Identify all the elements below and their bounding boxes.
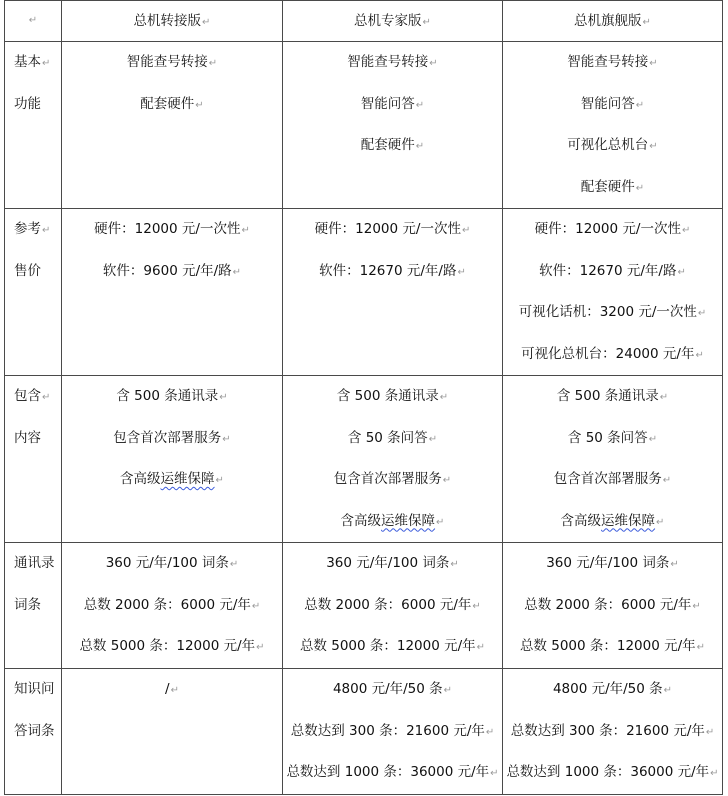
header-row [5, 1, 723, 42]
return-mark: ↵ [461, 225, 471, 236]
return-mark: ↵ [415, 99, 425, 111]
cell-text: 总数 2000 条：6000 元/年 [83, 596, 251, 613]
table-cell [62, 669, 283, 795]
cell-text: 总数 5000 条：12000 元/年 [519, 638, 696, 654]
table-row [5, 42, 723, 209]
row-label-text: 基本 [14, 54, 41, 70]
header-cell-transfer [62, 1, 283, 42]
return-mark: ↵ [219, 392, 228, 403]
cell-text: 硬件：12000 元/一次性 [94, 221, 241, 237]
cell-text: 360 元/年/100 词条 [546, 555, 670, 571]
cell-text: 总数达到 1000 条：36000 元/年 [506, 764, 710, 780]
cell-text: 可视化总机台 [567, 137, 649, 153]
row-label-cell [5, 669, 62, 795]
cell-text: 智能查号转接 [347, 54, 429, 70]
cell-text: 总数达到 1000 条：36000 元/年 [286, 764, 490, 780]
return-mark: ↵ [422, 17, 431, 28]
cell-text: 4800 元/年/50 条 [552, 681, 663, 697]
header-cell-expert [283, 1, 503, 42]
return-mark: ↵ [439, 392, 449, 403]
header-cell-flagship [503, 1, 723, 42]
return-mark: ↵ [692, 600, 701, 612]
spellcheck-underline: 运维保障 [381, 512, 436, 529]
return-mark: ↵ [697, 308, 707, 319]
return-mark: ↵ [662, 475, 672, 486]
row-label-text: 包含 [14, 388, 41, 404]
return-mark: ↵ [222, 433, 231, 445]
return-mark: ↵ [429, 58, 438, 69]
cell-text: 含高级运维保障 [120, 471, 215, 487]
corner-mark: ↵ [28, 15, 38, 26]
return-mark: ↵ [649, 141, 658, 152]
cell-text: 总数达到 300 条：21600 元/年 [510, 722, 705, 739]
return-mark: ↵ [229, 559, 239, 570]
return-mark: ↵ [670, 559, 679, 570]
cell-text: 硬件：12000 元/一次性 [314, 221, 461, 237]
return-mark: ↵ [642, 17, 651, 28]
header-label: 总机转接版 [133, 13, 202, 29]
cell-text: 总数达到 300 条：21600 元/年 [290, 722, 485, 739]
table-row [5, 543, 723, 669]
return-mark: ↵ [485, 726, 495, 738]
table-cell [283, 376, 503, 543]
row-label-cell [5, 209, 62, 376]
return-mark: ↵ [476, 642, 486, 653]
table-cell [283, 42, 503, 209]
cell-text: 智能问答 [580, 95, 635, 112]
cell-text: 软件：9600 元/年/路 [102, 262, 232, 279]
cell-text: 软件：12670 元/年/路 [319, 262, 457, 279]
header-label: 总机专家版 [354, 13, 422, 29]
table-cell [503, 209, 723, 376]
return-mark: ↵ [232, 266, 242, 278]
cell-text: 含 500 条通讯录 [336, 388, 439, 404]
return-mark: ↵ [663, 685, 673, 696]
return-mark: ↵ [241, 225, 250, 236]
return-mark: ↵ [656, 516, 665, 528]
row-label-text: 通讯录 [14, 555, 55, 571]
return-mark: ↵ [648, 433, 658, 445]
return-mark: ↵ [256, 642, 265, 653]
cell-text: 配套硬件 [360, 137, 415, 153]
return-mark: ↵ [635, 182, 645, 194]
cell-text: / [165, 681, 170, 697]
row-label-text: 词条 [14, 596, 41, 613]
cell-text: 360 元/年/100 词条 [326, 555, 450, 571]
return-mark: ↵ [695, 349, 704, 361]
return-mark: ↵ [415, 141, 425, 152]
return-mark: ↵ [490, 768, 499, 779]
row-label-text: 知识问 [14, 681, 55, 697]
table-cell [62, 543, 283, 669]
return-mark: ↵ [42, 392, 51, 403]
spellcheck-underline: 运维保障 [601, 512, 656, 529]
return-mark: ↵ [251, 600, 261, 612]
pricing-table [4, 0, 723, 795]
cell-text: 含 50 条问答 [567, 429, 648, 446]
cell-text: 总数 2000 条：6000 元/年 [304, 596, 472, 613]
row-label-cell [5, 42, 62, 209]
cell-text: 总数 5000 条：12000 元/年 [79, 638, 256, 654]
cell-text: 含 500 条通讯录 [556, 388, 659, 404]
cell-text: 总数 2000 条：6000 元/年 [524, 596, 692, 613]
cell-text: 含高级运维保障 [340, 512, 436, 529]
row-label-text: 参考 [14, 221, 41, 237]
cell-text: 含 500 条通讯录 [116, 388, 219, 404]
return-mark: ↵ [170, 685, 179, 696]
return-mark: ↵ [436, 516, 445, 528]
header-corner-cell [5, 1, 62, 42]
table-cell [62, 376, 283, 543]
cell-text: 包含首次部署服务 [333, 471, 442, 487]
table-row [5, 209, 723, 376]
cell-text: 软件：12670 元/年/路 [539, 262, 677, 279]
return-mark: ↵ [215, 475, 224, 486]
return-mark: ↵ [195, 99, 204, 111]
row-label-cell [5, 543, 62, 669]
row-label-text: 答词条 [14, 722, 55, 739]
pricing-table-body [5, 1, 723, 795]
return-mark: ↵ [649, 58, 658, 69]
table-cell [62, 42, 283, 209]
cell-text: 总数 5000 条：12000 元/年 [299, 638, 476, 654]
cell-text: 可视化总机台：24000 元/年 [521, 345, 695, 362]
row-label-text: 功能 [14, 95, 41, 112]
table-cell [503, 376, 723, 543]
table-cell [283, 209, 503, 376]
row-label-text: 内容 [14, 429, 41, 446]
return-mark: ↵ [705, 726, 715, 738]
return-mark: ↵ [202, 17, 211, 28]
table-cell [283, 669, 503, 795]
table-cell [503, 669, 723, 795]
cell-text: 可视化话机：3200 元/一次性 [518, 304, 697, 320]
return-mark: ↵ [710, 768, 719, 779]
return-mark: ↵ [450, 559, 459, 570]
return-mark: ↵ [428, 433, 438, 445]
cell-text: 硬件：12000 元/一次性 [534, 221, 681, 237]
table-cell [283, 543, 503, 669]
table-row [5, 669, 723, 795]
row-label-text: 售价 [14, 262, 41, 279]
return-mark: ↵ [42, 225, 51, 236]
table-row [5, 376, 723, 543]
return-mark: ↵ [635, 99, 645, 111]
cell-text: 包含首次部署服务 [113, 429, 222, 446]
cell-text: 含 50 条问答 [347, 429, 428, 446]
return-mark: ↵ [208, 58, 218, 69]
cell-text: 配套硬件 [580, 178, 635, 195]
cell-text: 4800 元/年/50 条 [332, 681, 443, 697]
return-mark: ↵ [659, 392, 669, 403]
return-mark: ↵ [677, 266, 686, 278]
header-label: 总机旗舰版 [574, 13, 642, 29]
cell-text: 智能查号转接 [567, 54, 649, 70]
cell-text: 包含首次部署服务 [553, 471, 662, 487]
return-mark: ↵ [472, 600, 481, 612]
cell-text: 智能查号转接 [126, 54, 208, 70]
return-mark: ↵ [696, 642, 706, 653]
return-mark: ↵ [457, 266, 466, 278]
table-cell [62, 209, 283, 376]
return-mark: ↵ [442, 475, 452, 486]
cell-text: 含高级运维保障 [560, 512, 656, 529]
table-cell [503, 42, 723, 209]
row-label-cell [5, 376, 62, 543]
cell-text: 360 元/年/100 词条 [105, 555, 229, 571]
cell-text: 智能问答 [360, 95, 415, 112]
return-mark: ↵ [443, 685, 453, 696]
return-mark: ↵ [42, 58, 51, 69]
table-cell [503, 543, 723, 669]
return-mark: ↵ [681, 225, 691, 236]
cell-text: 配套硬件 [140, 95, 195, 112]
spellcheck-underline: 运维保障 [160, 471, 215, 487]
